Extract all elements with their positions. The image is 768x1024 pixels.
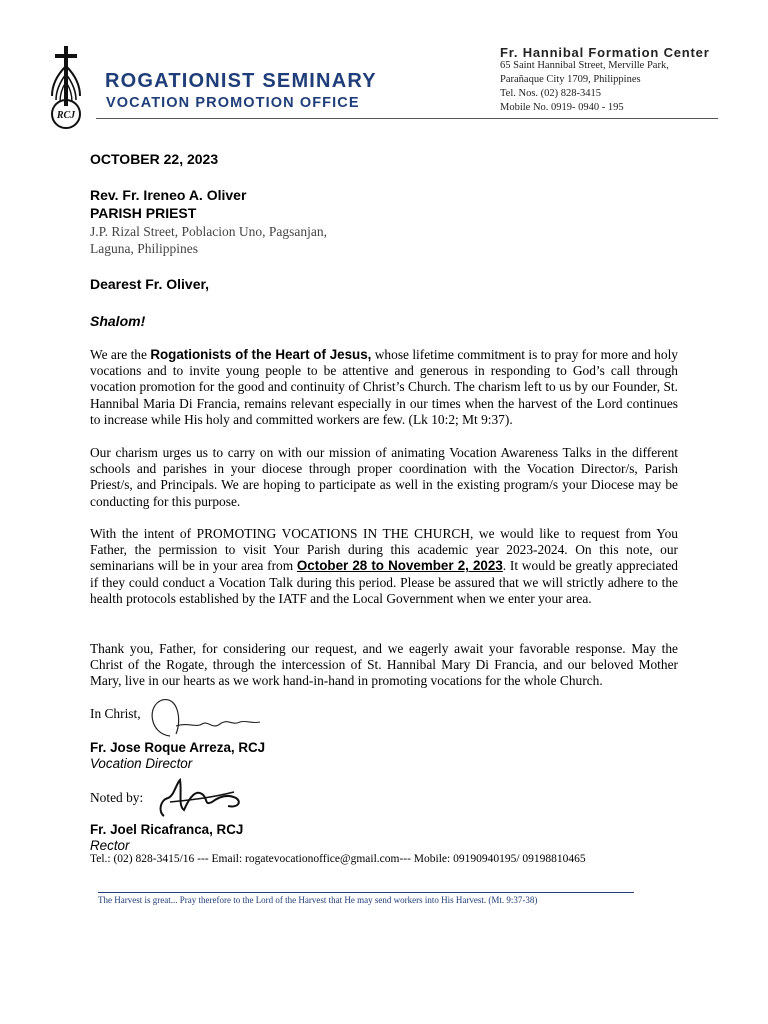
p3-text-b: . It would be greatly appreciated if they could conduct a Vocation Talk during this period. Please be assured that we will strictly adhere to the health protocols established by the IATF and the Local Government when we enter your area. (90, 558, 678, 606)
salutation: Dearest Fr. Oliver, (90, 276, 210, 292)
p1-congregation: Rogationists of the Heart of Jesus, (150, 347, 372, 362)
paragraph-4: Thank you, Father, for considering our request, and we eagerly await your favorable response. May the Christ of the Rogate, through the intercession of St. Hannibal Mary Di Francia, and our beloved Mother Mary, live in our hearts as we work hand-in-hand in promoting vocations for the whole Church. (90, 641, 678, 689)
p1-text-a: We are the (90, 347, 151, 362)
logo-monogram: RCJ (56, 110, 76, 121)
signer-1-role: Vocation Director (90, 756, 193, 771)
formation-center-name: Fr. Hannibal Formation Center (500, 45, 710, 60)
signature-2 (150, 776, 250, 822)
letter-date: OCTOBER 22, 2023 (90, 151, 219, 167)
signer-2-role: Rector (90, 838, 130, 853)
p3-visit-dates: October 28 to November 2, 2023 (296, 558, 503, 574)
signer-2-name: Fr. Joel Ricafranca, RCJ (90, 822, 244, 837)
footer-quote: The Harvest is great... Pray therefore to the Lord of the Harvest that He may send workers into His Harvest. (Mt. 9:37-38) (98, 895, 538, 905)
footer-divider (98, 892, 634, 893)
recipient-address-2: Laguna, Philippines (90, 241, 198, 256)
seminary-logo (40, 44, 92, 130)
office-name: VOCATION PROMOTION OFFICE (106, 95, 360, 111)
address-line-1: 65 Saint Hannibal Street, Merville Park, (500, 60, 669, 71)
signature-1 (140, 696, 280, 744)
org-name: ROGATIONIST SEMINARY (105, 70, 377, 92)
mobile-number: Mobile No. 0919- 0940 - 195 (500, 102, 624, 113)
paragraph-2: Our charism urges us to carry on with our mission of animating Vocation Awareness Talks in the different schools and parishes in your diocese through proper coordination with the Vocation Director/s, Parish Priest/s, and Principals. We are hoping to participate as well in the existing program/s your Diocese may be conducting for this purpose. (90, 445, 678, 509)
contact-line: Tel.: (02) 828-3415/16 --- Email: rogatevocationoffice@gmail.com--- Mobile: 09190940195/ 09198810465 (90, 853, 586, 865)
noted-by-label: Noted by: (90, 790, 144, 805)
p3-text-a: With the intent of PROMOTING VOCATIONS IN THE CHURCH, we would like to request from You Father, the permission to visit Your Parish during this academic year 2023-2024. On this note, our seminarians will be in your area from (90, 526, 678, 574)
recipient-title: PARISH PRIEST (90, 205, 197, 221)
greeting: Shalom! (90, 313, 146, 329)
recipient-name: Rev. Fr. Ireneo A. Oliver (90, 187, 247, 203)
address-line-2: Parañaque City 1709, Philippines (500, 74, 641, 85)
paragraph-1 (90, 347, 678, 428)
closing: In Christ, (90, 706, 141, 721)
recipient-address-1: J.P. Rizal Street, Poblacion Uno, Pagsanjan, (90, 224, 327, 239)
p1-text-b: whose lifetime commitment is to pray for more and holy vocations and to invite young people to be attentive and generous in responding to God’s call through vocation promotion for the good and continuity of Christ’s Church. The charism left to us by our Founder, St. Hannibal Maria Di Francia, remains relevant especially in our times when the harvest of the Lord continues to increase while His holy and committed workers are few. (Lk 10:2; Mt 9:37). (90, 347, 678, 427)
signer-1-name: Fr. Jose Roque Arreza, RCJ (90, 740, 266, 755)
paragraph-3 (90, 526, 678, 607)
telephone: Tel. Nos. (02) 828-3415 (500, 88, 602, 99)
header-divider (96, 118, 718, 119)
